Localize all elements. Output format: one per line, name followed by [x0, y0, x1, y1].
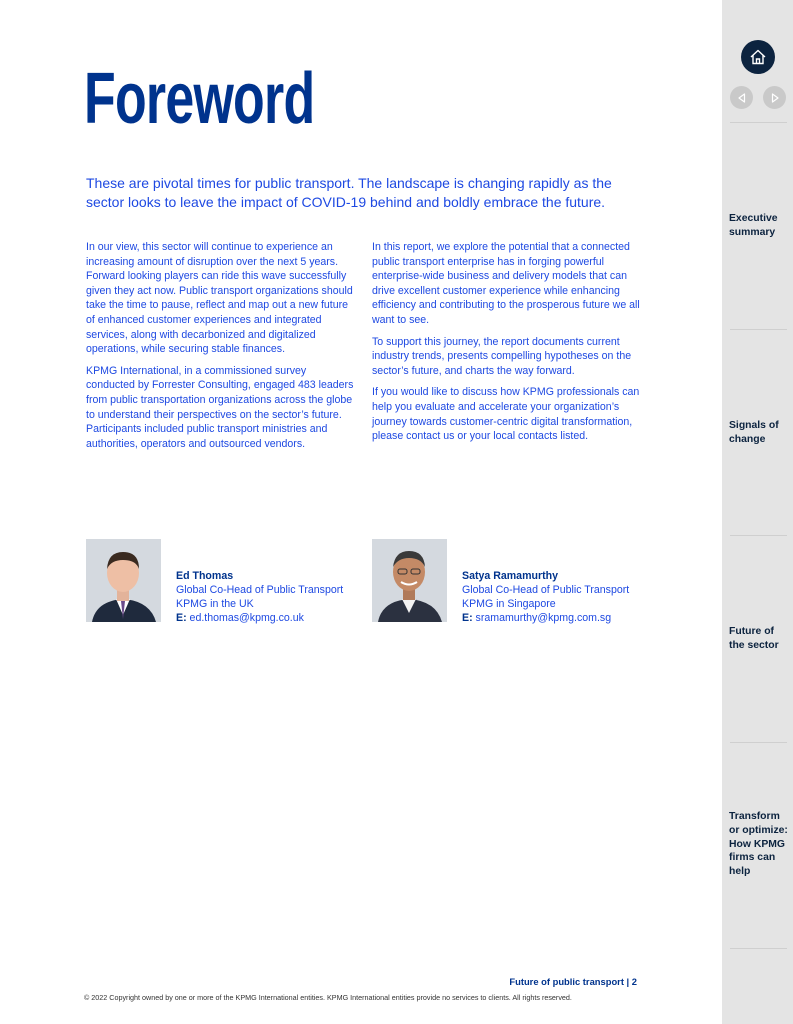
contact-name: Ed Thomas	[176, 570, 234, 582]
home-button[interactable]	[741, 40, 775, 74]
contact-email-line	[462, 611, 662, 625]
right-column	[372, 240, 640, 451]
arrow-right-icon	[769, 92, 781, 104]
contact-role: Global Co-Head of Public Transport	[176, 584, 344, 596]
portrait-photo	[86, 539, 161, 622]
body-paragraph: In this report, we explore the potential that a connected public transport enterprise has in forging powerful enterprise-wide business and delivery models that can drive excellent customer experience while enhancing efficiency and contributing to the prosperous future we all want to see.	[372, 241, 640, 326]
sidebar-nav	[722, 0, 793, 1024]
contact-info	[462, 569, 662, 625]
contact-email-link[interactable]: ed.thomas@kpmg.co.uk	[189, 612, 304, 624]
sidebar-divider	[730, 122, 787, 123]
sidebar-divider	[730, 948, 787, 949]
sidebar-divider	[730, 329, 787, 330]
footer-page-label: Future of public transport | 2	[509, 976, 637, 987]
page-title: Foreword	[84, 59, 315, 139]
contact-role: Global Co-Head of Public Transport	[462, 584, 630, 596]
sidebar-divider	[730, 742, 787, 743]
intro-paragraph: These are pivotal times for public transport. The landscape is changing rapidly as the sector looks to leave the impact of COVID-19 behind and boldly embrace the future.	[86, 175, 612, 210]
email-label: E:	[176, 612, 187, 624]
contact-email-line	[176, 611, 376, 625]
previous-page-button[interactable]	[730, 86, 753, 109]
next-page-button[interactable]	[763, 86, 786, 109]
portrait-photo	[372, 539, 447, 622]
body-paragraph: In our view, this sector will continue to experience an increasing amount of disruption over the next 5 years. Forward looking players can ride this wave successfully given they act now. Public transport organizations should take the time to pause, reflect and map out a new future of enhanced customer experiences and integrated services, along with decarbonized and digitalized operations, while securing stable finances.	[86, 241, 353, 356]
email-label: E:	[462, 612, 473, 624]
sidebar-item-executive-summary[interactable]: Executive summary	[729, 213, 778, 238]
body-paragraph: To support this journey, the report documents current industry trends, presents compelling hypotheses on the sector’s future, and charts the way forward.	[372, 335, 632, 377]
footer-copyright: © 2022 Copyright owned by one or more of the KPMG International entities. KPMG International entities provide no services to clients. All rights reserved.	[84, 993, 572, 1002]
sidebar-item-transform-or-optimize[interactable]: Transform or optimize: How KPMG firms can help	[729, 811, 788, 878]
contact-name: Satya Ramamurthy	[462, 570, 558, 582]
contact-firm: KPMG in the UK	[176, 598, 254, 610]
body-paragraph: If you would like to discuss how KPMG professionals can help you evaluate and accelerate your organization’s journey towards customer-centric digital transformation, please contact us or your local contacts listed.	[372, 386, 640, 443]
contact-firm: KPMG in Singapore	[462, 598, 556, 610]
arrow-left-icon	[736, 92, 748, 104]
sidebar-item-future-of-the-sector[interactable]: Future of the sector	[729, 626, 779, 651]
contact-email-link[interactable]: sramamurthy@kpmg.com.sg	[475, 612, 612, 624]
sidebar-divider	[730, 535, 787, 536]
contact-info	[176, 569, 376, 625]
left-column	[86, 240, 354, 458]
body-paragraph: KPMG International, in a commissioned survey conducted by Forrester Consulting, engaged 483 leaders from public transportation organizations across the globe to understand their perspectives on the sector’s future. Participants included public transport ministries and authorities, operators and outsourced vendors.	[86, 364, 354, 450]
home-icon	[748, 47, 768, 67]
sidebar-item-signals-of-change[interactable]: Signals of change	[729, 420, 779, 445]
